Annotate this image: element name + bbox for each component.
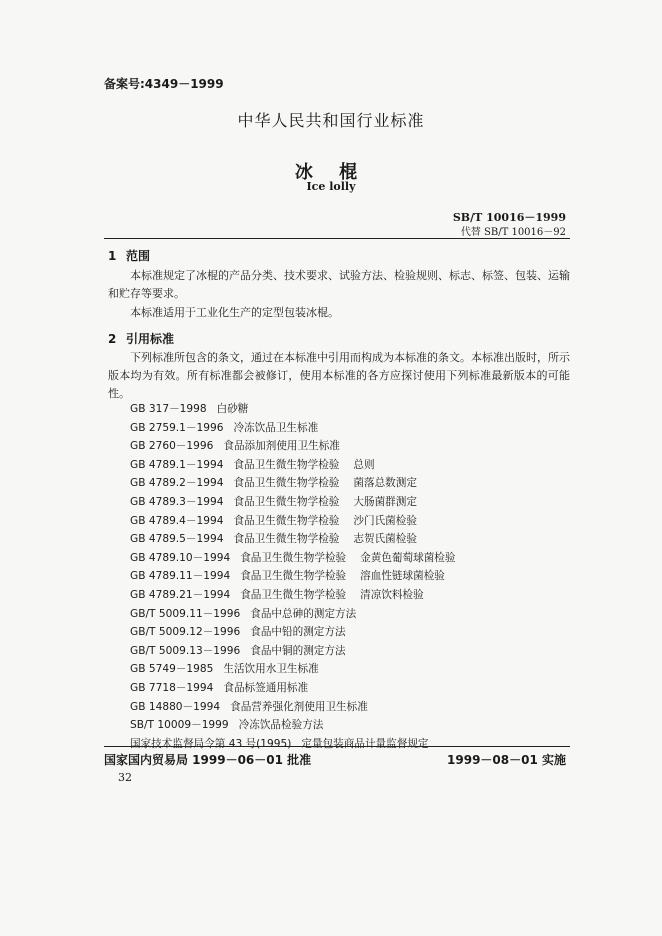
section-paragraph: 本标准适用于工业化生产的定型包装冰棍。: [130, 306, 339, 319]
reference-name: 生活饮用水卫生标准: [223, 663, 319, 676]
reference-item: [130, 456, 456, 475]
reference-name: 食品卫生微生物学检验: [240, 551, 347, 564]
reference-name: 食品卫生微生物学检验: [233, 514, 340, 527]
header-title: 中华人民共和国行业标准: [237, 111, 425, 130]
reference-item: [130, 493, 456, 512]
section-paragraph: 下列标准所包含的条文，通过在本标准中引用而构成为本标准的条文。本标准出版时，所示版本均为有效。所有标准都会被修订，使用本标准的各方应探讨使用下列标准最新版本的可能性。: [108, 351, 570, 400]
reference-item: [130, 605, 456, 624]
standard-replaces: 代替 SB/T 10016－92: [460, 227, 566, 238]
reference-item: [130, 642, 456, 661]
reference-code: GB/T 5009.13－1996: [130, 644, 241, 657]
reference-code: GB 4789.11－1994: [130, 570, 231, 583]
reference-item: [130, 623, 456, 642]
reference-name: 白砂糖: [216, 403, 249, 415]
reference-name: 冷冻饮品卫生标准: [233, 421, 319, 434]
reference-name: 食品中总砷的测定方法: [250, 607, 357, 620]
reference-item: [130, 437, 456, 456]
reference-item: [130, 567, 456, 586]
section-title: 引用标准: [126, 332, 175, 346]
reference-name: 食品卫生微生物学检验: [240, 570, 347, 583]
reference-code: GB 5749－1985: [130, 663, 214, 676]
reference-item: [130, 419, 456, 438]
reference-item: [130, 474, 456, 493]
reference-code: GB 4789.5－1994: [130, 533, 224, 546]
reference-item: [130, 660, 456, 679]
reference-item: [130, 530, 456, 549]
record-number: 备案号:4349－1999: [104, 77, 224, 91]
reference-name: 食品添加剂使用卫生标准: [223, 440, 340, 453]
reference-code: GB 4789.3－1994: [130, 495, 224, 508]
reference-name: 冷冻饮品检验方法: [238, 719, 324, 732]
section-title: 范围: [126, 249, 151, 263]
reference-code: GB 4789.2－1994: [130, 477, 224, 490]
reference-name: 食品中铅的测定方法: [250, 626, 346, 639]
reference-name: 食品卫生微生物学检验: [233, 477, 340, 490]
reference-code: GB/T 5009.11－1996: [130, 607, 241, 620]
reference-item: [130, 679, 456, 698]
section-number: 1: [108, 249, 117, 263]
reference-item: [130, 716, 456, 735]
reference-subtitle: 总则: [353, 458, 375, 471]
reference-subtitle: 沙门氏菌检验: [353, 514, 417, 527]
reference-code: GB 4789.10－1994: [130, 551, 231, 564]
document-title: 冰 棍: [294, 162, 368, 183]
document-subtitle: Ice lolly: [306, 180, 356, 193]
implementation-date: 1999－08－01 实施: [447, 753, 566, 767]
reference-name: 定量包装商品计量监督规定: [301, 737, 429, 750]
reference-name: 食品卫生微生物学检验: [233, 495, 340, 508]
reference-item: [130, 400, 456, 419]
reference-code: GB 7718－1994: [130, 681, 214, 694]
reference-code: GB 14880－1994: [130, 700, 221, 713]
reference-subtitle: 菌落总数测定: [353, 477, 417, 490]
reference-code: GB 4789.4－1994: [130, 514, 224, 527]
approval-info: 国家国内贸易局 1999－06－01 批准: [104, 753, 312, 767]
section-number: 2: [108, 332, 117, 346]
reference-code: GB 4789.1－1994: [130, 458, 224, 471]
reference-code: 国家技术监督局令第 43 号(1995): [130, 737, 292, 750]
reference-code: SB/T 10009－1999: [130, 719, 229, 732]
reference-name: 食品营养强化剂使用卫生标准: [230, 700, 368, 713]
standard-code: SB/T 10016－1999: [452, 211, 566, 224]
reference-item: [130, 549, 456, 568]
reference-item: [130, 512, 456, 531]
reference-code: GB/T 5009.12－1996: [130, 626, 241, 639]
reference-name: 食品卫生微生物学检验: [240, 588, 347, 601]
reference-subtitle: 大肠菌群测定: [353, 495, 417, 508]
reference-code: GB 317－1998: [130, 403, 207, 415]
reference-list: [130, 400, 456, 753]
reference-subtitle: 志贺氏菌检验: [353, 533, 417, 546]
reference-name: 食品中铜的测定方法: [250, 644, 346, 657]
bottom-divider: [104, 746, 570, 747]
reference-name: 食品卫生微生物学检验: [233, 533, 340, 546]
reference-name: 食品卫生微生物学检验: [233, 458, 340, 471]
reference-code: GB 4789.21－1994: [130, 588, 231, 601]
section-heading-references: [108, 330, 174, 347]
reference-item: [130, 698, 456, 717]
top-divider: [104, 238, 570, 239]
reference-subtitle: 清凉饮料检验: [360, 588, 424, 601]
section-heading-scope: [108, 247, 150, 264]
reference-subtitle: 金黄色葡萄球菌检验: [360, 551, 456, 564]
page-number: 32: [118, 771, 132, 784]
section-paragraph: 本标准规定了冰棍的产品分类、技术要求、试验方法、检验规则、标志、标签、包装、运输和贮存等要求。: [108, 269, 570, 300]
reference-name: 食品标签通用标准: [223, 681, 309, 694]
reference-item: [130, 586, 456, 605]
reference-code: GB 2759.1－1996: [130, 421, 224, 434]
reference-code: GB 2760－1996: [130, 440, 214, 453]
reference-subtitle: 溶血性链球菌检验: [360, 570, 445, 583]
